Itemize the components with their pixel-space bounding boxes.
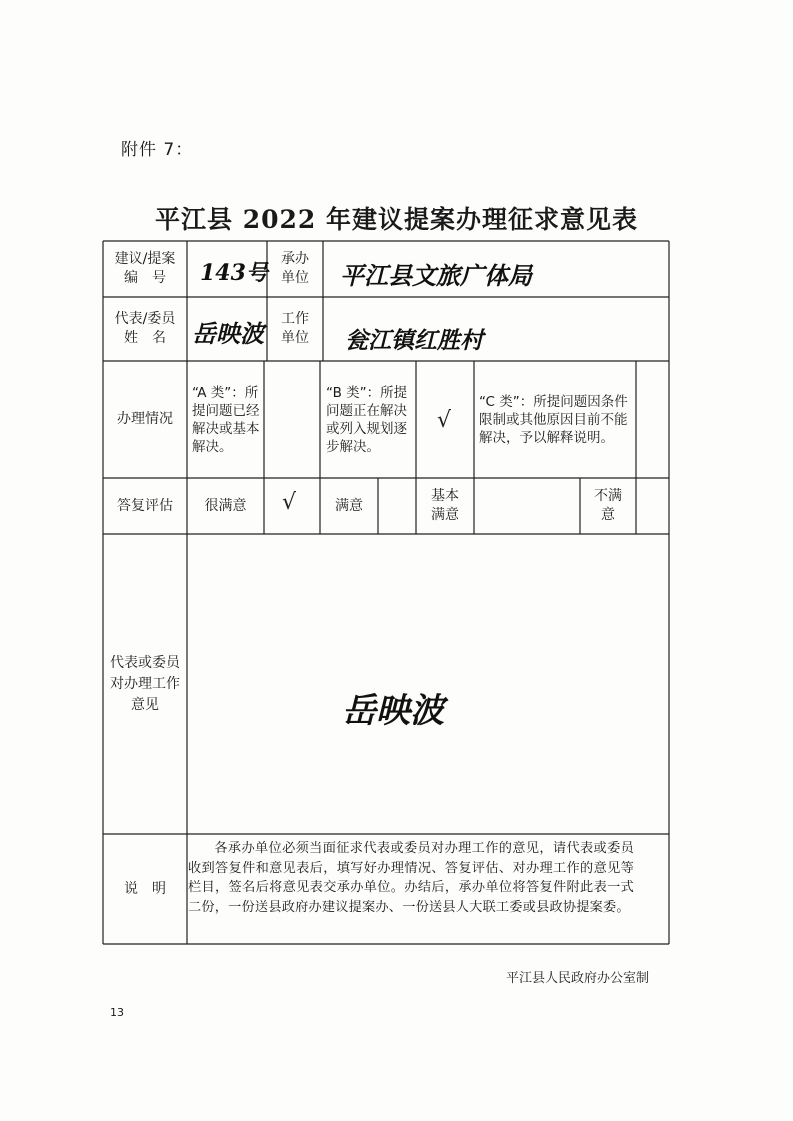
opinion-label: 代表或委员对办理工作意见 bbox=[110, 654, 180, 713]
issuer-footer: 平江县人民政府办公室制 bbox=[506, 971, 650, 986]
representative-name-value: 岳映波 bbox=[192, 319, 264, 348]
handler-unit-label: 承办 单位 bbox=[281, 251, 309, 286]
workplace-label: 工作 单位 bbox=[281, 311, 309, 346]
page-number: 13 bbox=[110, 1006, 124, 1019]
workplace-value: 瓮江镇红胜村 bbox=[345, 327, 483, 354]
attachment-label: 附件 7： bbox=[121, 140, 194, 160]
notes-label: 说 明 bbox=[124, 880, 166, 897]
proposal-number-value: 143号 bbox=[200, 260, 268, 286]
eval-very-satisfied: 很满意 bbox=[204, 497, 247, 514]
eval-satisfied: 满意 bbox=[335, 497, 363, 514]
option-a-text: “A 类”：所提问题已经解决或基本解决。 bbox=[192, 384, 260, 455]
proposal-number-label: 建议/提案 编 号 bbox=[114, 251, 176, 286]
evaluation-label: 答复评估 bbox=[117, 497, 173, 514]
eval-very-satisfied-checkmark: √ bbox=[282, 490, 297, 515]
option-b-checkmark: √ bbox=[437, 408, 452, 433]
option-b-text: “B 类”：所提问题正在解决或列入规划逐步解决。 bbox=[326, 384, 408, 455]
eval-basically-satisfied: 基本 满意 bbox=[431, 488, 459, 523]
signature: 岳映波 bbox=[342, 691, 444, 731]
representative-name-label: 代表/委员 姓 名 bbox=[114, 311, 176, 346]
handler-unit-value: 平江县文旅广体局 bbox=[340, 261, 532, 290]
handling-status-label: 办理情况 bbox=[117, 411, 173, 427]
eval-not-satisfied: 不满 意 bbox=[594, 488, 622, 523]
notes-text: 各承办单位必须当面征求代表或委员对办理工作的意见，请代表或委员收到答复件和意见表后，填写好办理情况、答复评估、对办理工作的意见等栏目，签名后将意见表交承办单位。办结后，承办单位将答复件附此表一式二份，一份送县政府办建议提案办、一份送县人大联工委或县政协提案委。 bbox=[188, 841, 634, 915]
option-c-text: “C 类”：所提问题因条件限制或其他原因目前不能解决，予以解释说明。 bbox=[479, 393, 628, 446]
form-title: 平江县 2022 年建议提案办理征求意见表 bbox=[155, 205, 638, 234]
